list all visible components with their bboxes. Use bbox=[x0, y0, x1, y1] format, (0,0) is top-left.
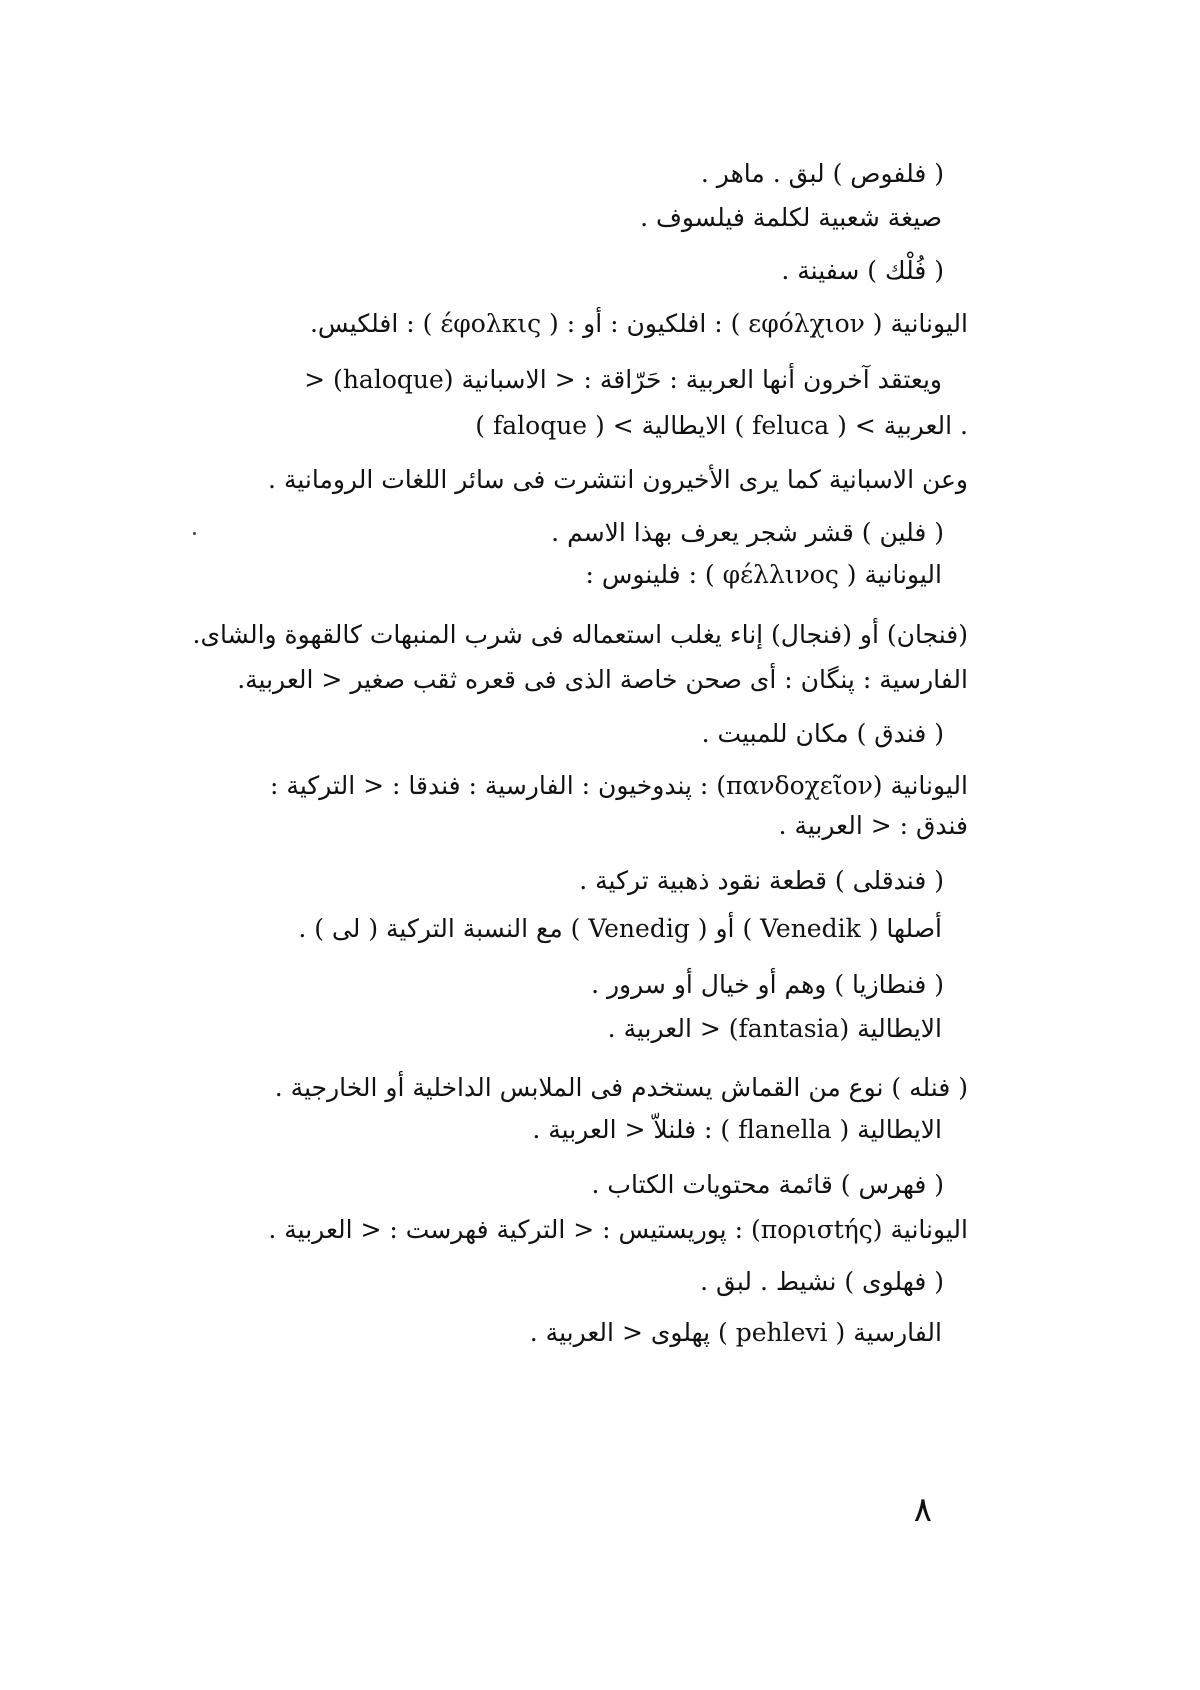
scan-speck bbox=[193, 532, 196, 535]
entry-text: فندق : < العربية . bbox=[778, 811, 968, 840]
entry-text: اليونانية (πορισtής) : پوريستيس : < التركية فهرست : < العربية . bbox=[268, 1215, 968, 1244]
entry-text: ( faloque ) < الايطالية ( feluca ) < العربية . bbox=[475, 411, 968, 440]
entry-text: أصلها ( Venedik ) أو ( Venedig ) مع النسبة التركية ( لى ) . bbox=[298, 914, 942, 943]
entry-text: الفارسية ( pehlevi ) پهلوى < العربية . bbox=[529, 1318, 942, 1347]
entry-heading-fingan: (فنجان) أو (فنجال) إناء يغلب استعماله فى شرب المنبهات كالقهوة والشاى. bbox=[192, 620, 968, 649]
entry-heading-fanella: ( فنله ) نوع من القماش يستخدم فى الملابس الداخلية أو الخارجية . bbox=[274, 1073, 968, 1102]
entry-text: الايطالية ( flanella ) : فلنلاّ < العربية . bbox=[532, 1115, 942, 1144]
entry-text: الفارسية : پنگان : أى صحن خاصة الذى فى قعره ثقب صغير < العربية. bbox=[237, 665, 968, 694]
entry-heading-fihris: ( فهرس ) قائمة محتويات الكتاب . bbox=[591, 1170, 944, 1199]
entry-text: اليونانية (πανδοχεῖον) : پندوخيون : الفارسية : فندقا : < التركية : bbox=[270, 771, 968, 800]
entry-text: صيغة شعبية لكلمة فيلسوف . bbox=[640, 203, 942, 232]
entry-heading-fantasia: ( فنطازيا ) وهم أو خيال أو سرور . bbox=[591, 970, 944, 999]
entry-text: وعن الاسبانية كما يرى الأخيرون انتشرت فى سائر اللغات الرومانية . bbox=[268, 465, 968, 494]
entry-text: اليونانية ( φέλλινος ) : فلينوس : bbox=[585, 560, 942, 589]
page-number: ٨ bbox=[913, 1490, 932, 1530]
entry-heading-fulk: ( فُلْك ) سفينة . bbox=[781, 256, 944, 285]
entry-text: ويعتقد آخرون أنها العربية : حَرّاقة : < الاسبانية (haloque) < bbox=[304, 365, 942, 394]
entry-text: الايطالية (fantasia) < العربية . bbox=[607, 1014, 942, 1043]
entry-heading-falfous: ( فلفوص ) لبق . ماهر . bbox=[700, 159, 944, 188]
entry-heading-fundoqli: ( فندقلى ) قطعة نقود ذهبية تركية . bbox=[579, 866, 944, 895]
entry-text: اليونانية ( εφόλχιον ) : افلكيون : أو : ( έφολκις ) : افلكيس. bbox=[309, 309, 968, 338]
entry-heading-fundoq: ( فندق ) مكان للمبيت . bbox=[701, 719, 944, 748]
entry-heading-fahlawi: ( فهلوى ) نشيط . لبق . bbox=[700, 1267, 944, 1296]
entry-heading-falin: ( فلين ) قشر شجر يعرف بهذا الاسم . bbox=[551, 518, 944, 547]
